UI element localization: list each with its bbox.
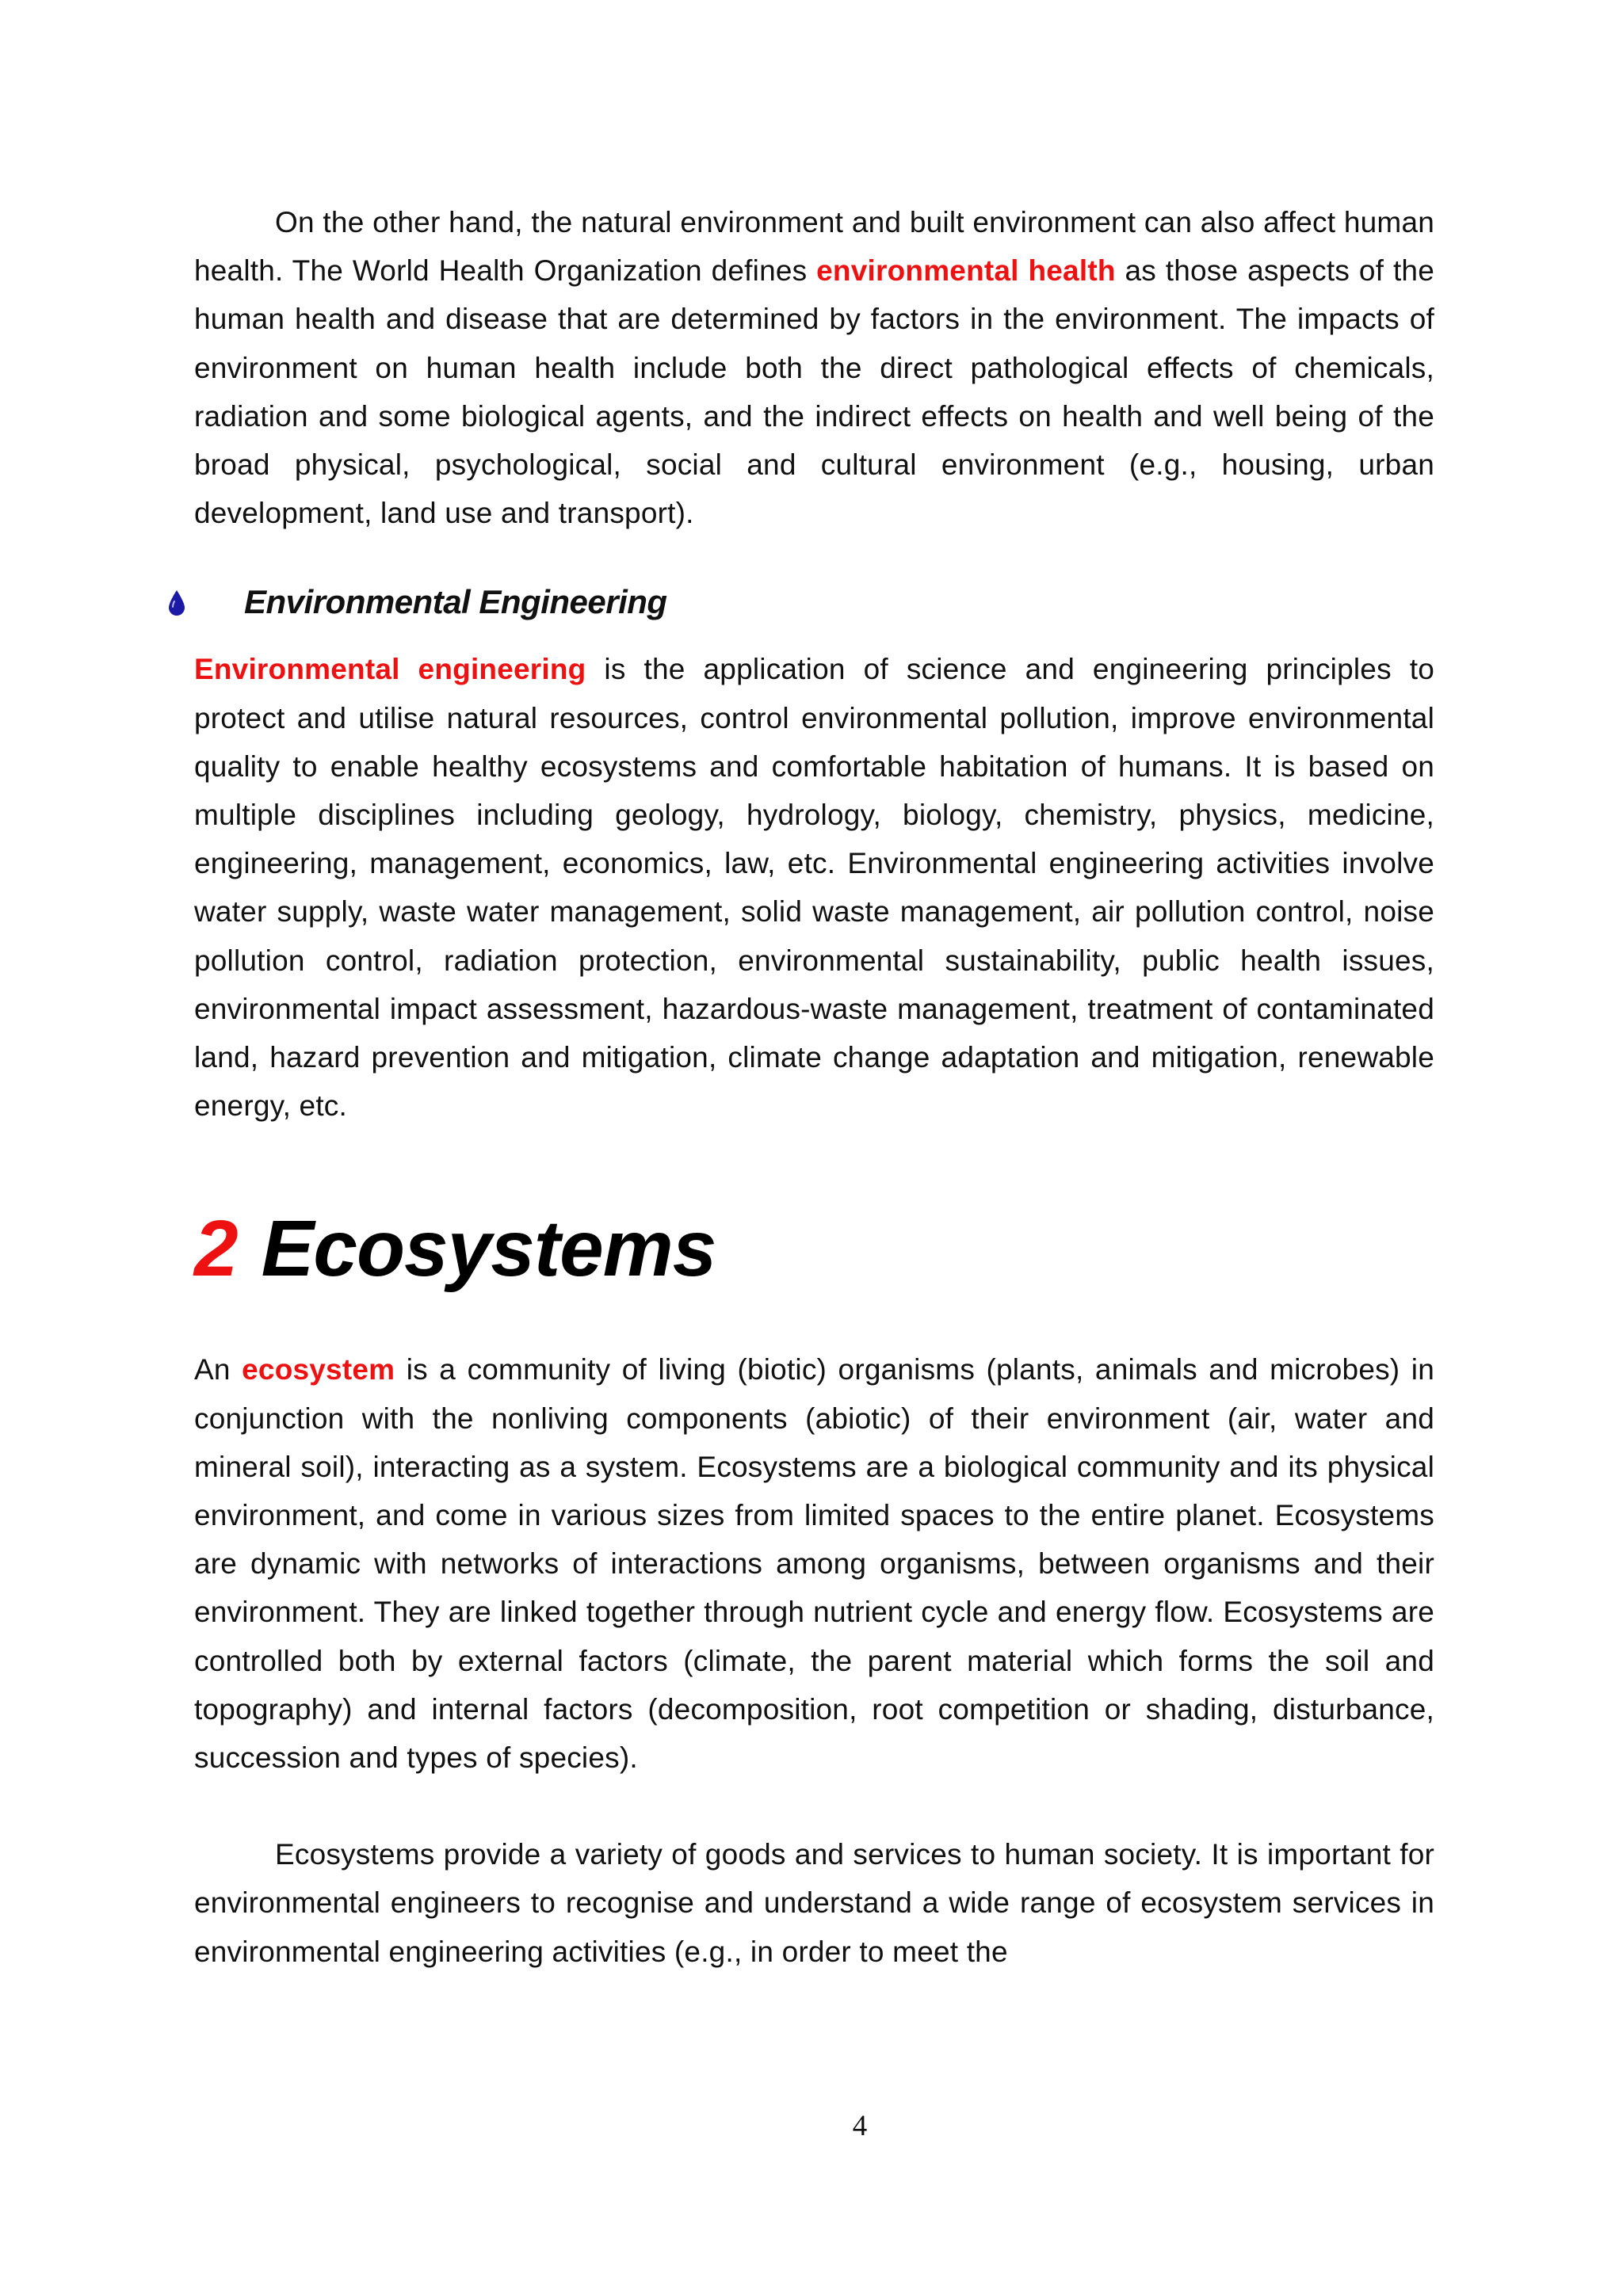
- chapter-number: 2: [194, 1204, 238, 1294]
- para1-before: On the other hand, the natural environment and built environment can also affect human health. The World Health Organization defines: [194, 206, 1434, 288]
- para3-after: is a community of living (biotic) organisms (plants, animals and microbes) in conjunction with the nonliving components (abiotic) of their environment (air, water and mineral soil), interacting as a system. Ecosystems are a biological community and its physical environment, and come in various sizes from limited spaces to the entire planet. Ecosystems are dynamic with networks of interactions among organisms, between organisms and their environment. They are linked together through nutrient cycle and energy flow. Ecosystems are controlled both by external factors (climate, the parent material which forms the soil and topography) and internal factors (decomposition, root competition or shading, disturbance, succession and types of species).: [194, 1353, 1434, 1775]
- term-environmental-engineering: Environmental engineering: [194, 653, 586, 686]
- term-ecosystem: ecosystem: [242, 1353, 395, 1386]
- chapter-title: Ecosystems: [261, 1204, 716, 1294]
- page-content: [194, 198, 1434, 1976]
- term-environmental-health: environmental health: [816, 254, 1116, 288]
- para1-after: as those aspects of the human health and disease that are determined by factors in the environment. The impacts of environment on human health include both the direct pathological effects of chemicals, radiation and some biological agents, and the indirect effects on health and well being of the broad physical, psychological, social and cultural environment (e.g., housing, urban development, land use and transport).: [194, 254, 1434, 530]
- para3-before: An: [194, 1353, 242, 1386]
- paragraph-environmental-engineering: [194, 645, 1434, 1130]
- para2-after: is the application of science and engineering principles to protect and utilise natural resources, control environmental pollution, improve environmental quality to enable healthy ecosystems and comfortable habitation of humans. It is based on multiple disciplines including geology, hydrology, biology, chemistry, physics, medicine, engineering, management, economics, law, etc. Environmental engineering activities involve water supply, waste water management, solid waste management, air pollution control, noise pollution control, radiation protection, environmental sustainability, public health issues, environmental impact assessment, hazardous-waste management, treatment of contaminated land, hazard prevention and mitigation, climate change adaptation and mitigation, renewable energy, etc.: [194, 653, 1434, 1123]
- section-heading: [194, 580, 1434, 624]
- paragraph-ecosystem-services: Ecosystems provide a variety of goods and services to human society. It is important for environmental engineers to recognise and understand a wide range of ecosystem services in environmental engineering activities (e.g., in order to meet the: [194, 1838, 1434, 1968]
- section-title: Environmental Engineering: [244, 583, 667, 621]
- water-drop-icon: [167, 589, 186, 616]
- chapter-heading: [194, 1201, 1434, 1296]
- paragraph-ecosystem-definition: [194, 1345, 1434, 1782]
- paragraph-gap: [194, 1782, 1434, 1830]
- page-number: 4: [852, 2110, 868, 2142]
- paragraph-environmental-health: [194, 198, 1434, 537]
